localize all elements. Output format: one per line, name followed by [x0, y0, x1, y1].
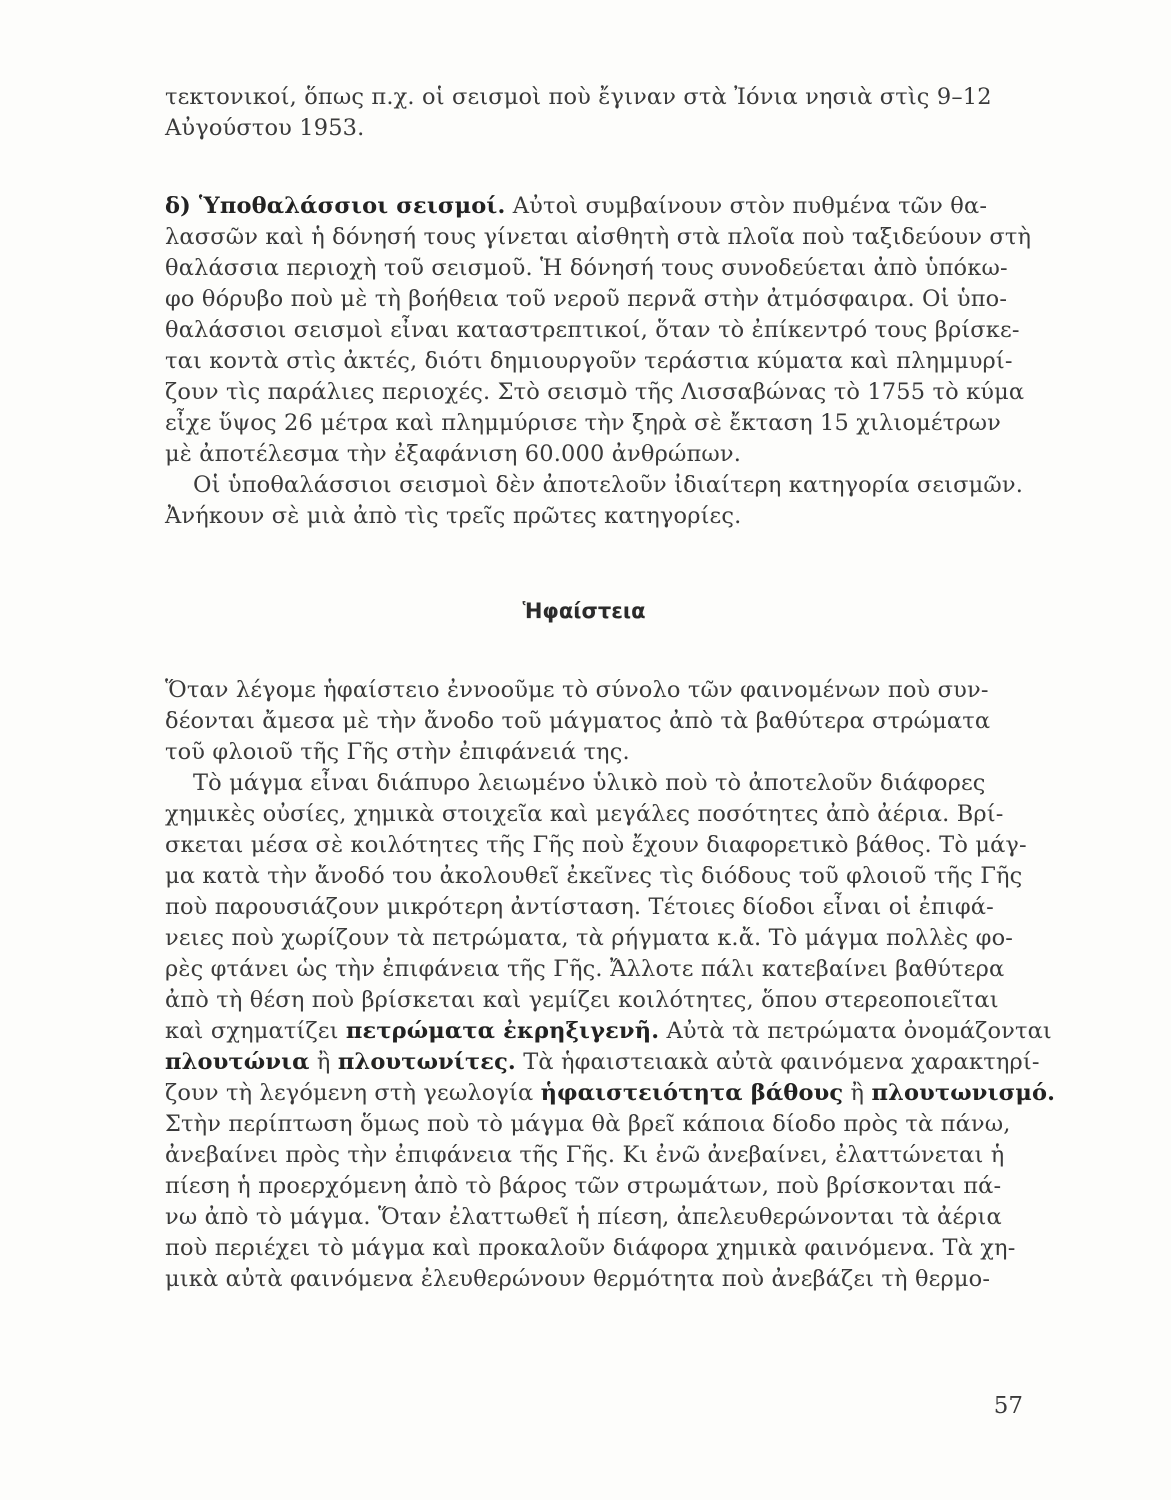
text-line: Στὴν περίπτωση ὅμως ποὺ τὸ μάγμα θὰ βρεῖ κάποια δίοδο πρὸς τὰ πάνω,: [165, 1111, 1011, 1137]
spacer: [165, 144, 1023, 191]
text-span: ἢ: [309, 1049, 338, 1075]
text-span: Τὰ ἡφαιστειακὰ αὐτὰ φαινόμενα χαρακτηρί-: [515, 1049, 1040, 1075]
text-line: Τὸ μάγμα εἶναι διάπυρο λειωμένο ὑλικὸ ποὺ τὸ ἀποτελοῦν διάφορες: [193, 770, 986, 796]
text-line: τοῦ φλοιοῦ τῆς Γῆς στὴν ἐπιφάνειά της.: [165, 739, 630, 765]
text-line: Ὅταν λέγομε ἡφαίστειο ἐννοοῦμε τὸ σύνολο τῶν φαινομένων ποὺ συν-: [165, 677, 989, 703]
bold-term: πλουτώνια: [165, 1049, 310, 1075]
text-span: Αὐτὰ τὰ πετρώματα ὀνομάζονται: [659, 1018, 1052, 1044]
text-span: καὶ σχηματίζει: [165, 1018, 346, 1044]
text-span: Αὐτοὶ συμβαίνουν στὸν πυθμένα τῶν θα-: [505, 193, 988, 219]
spacer: [165, 627, 1023, 675]
text-line: ποὺ περιέχει τὸ μάγμα καὶ προκαλοῦν διάφορα χημικὰ φαινόμενα. Τὰ χη-: [165, 1235, 1016, 1261]
section-heading: Ἡφαίστεια: [522, 599, 646, 623]
text-line: θαλάσσια περιοχὴ τοῦ σεισμοῦ. Ἡ δόνησή τους συνοδεύεται ἀπὸ ὑπόκω-: [165, 255, 1008, 281]
bold-term: ἡφαιστειότητα βάθους: [540, 1080, 844, 1106]
text-line: τεκτονικοί, ὅπως π.χ. οἱ σεισμοὶ ποὺ ἔγιναν στὰ Ἰόνια νησιὰ στὶς 9–12: [165, 84, 992, 110]
text-line: ρὲς φτάνει ὡς τὴν ἐπιφάνεια τῆς Γῆς. Ἄλλοτε πάλι κατεβαίνει βαθύτερα: [165, 956, 1005, 982]
text-line: φο θόρυβο ποὺ μὲ τὴ βοήθεια τοῦ νεροῦ περνᾶ στὴν ἀτμόσφαιρα. Οἱ ὑπο-: [165, 286, 1008, 312]
text-line: [165, 1078, 1056, 1109]
text-line: νειες ποὺ χωρίζουν τὰ πετρώματα, τὰ ρήγματα κ.ἄ. Τὸ μάγμα πολλὲς φο-: [165, 925, 1014, 951]
text-span: ζουν τὴ λεγόμενη στὴ γεωλογία: [165, 1080, 541, 1106]
text-line: Ἀνήκουν σὲ μιὰ ἀπὸ τὶς τρεῖς πρῶτες κατηγορίες.: [165, 503, 742, 529]
text-line: Οἱ ὑποθαλάσσιοι σεισμοὶ δὲν ἀποτελοῦν ἰδιαίτερη κατηγορία σεισμῶν.: [193, 472, 1024, 498]
text-line: λασσῶν καὶ ἡ δόνησή τους γίνεται αἰσθητὴ στὰ πλοῖα ποὺ ταξιδεύουν στὴ: [165, 224, 1032, 250]
bold-term: πλουτωνισμό.: [871, 1080, 1056, 1106]
text-line: θαλάσσιοι σεισμοὶ εἶναι καταστρεπτικοί, ὅταν τὸ ἐπίκεντρό τους βρίσκε-: [165, 317, 1020, 343]
text-line: Αὐγούστου 1953.: [165, 115, 365, 141]
text-line: μὲ ἀποτέλεσμα τὴν ἐξαφάνιση 60.000 ἀνθρώπων.: [165, 441, 742, 467]
page-number: 57: [993, 1393, 1023, 1419]
bold-term: πλουτωνίτες.: [337, 1049, 516, 1075]
text-line: σκεται μέσα σὲ κοιλότητες τῆς Γῆς ποὺ ἔχουν διαφορετικὸ βάθος. Τὸ μάγ-: [165, 832, 1027, 858]
text-line: ἀπὸ τὴ θέση ποὺ βρίσκεται καὶ γεμίζει κοιλότητες, ὅπου στερεοποιεῖται: [165, 987, 999, 1013]
text-line: χημικὲς οὐσίες, χημικὰ στοιχεῖα καὶ μεγάλες ποσότητες ἀπὸ ἀέρια. Βρί-: [165, 801, 1004, 827]
text-line: πίεση ἡ προερχόμενη ἀπὸ τὸ βάρος τῶν στρωμάτων, ποὺ βρίσκονται πά-: [165, 1173, 1002, 1199]
text-line: [165, 1016, 1052, 1047]
text-line: [165, 1047, 1040, 1078]
text-line: μικὰ αὐτὰ φαινόμενα ἐλευθερώνουν θερμότητα ποὺ ἀνεβάζει τὴ θερμο-: [165, 1266, 991, 1292]
text-line: [165, 191, 1023, 222]
text-line: ζουν τὶς παράλιες περιοχές. Στὸ σεισμὸ τῆς Λισσαβώνας τὸ 1755 τὸ κύμα: [165, 379, 1025, 405]
spacer: [165, 532, 1023, 596]
text-line: εἶχε ὕψος 26 μέτρα καὶ πλημμύρισε τὴν ξηρὰ σὲ ἔκταση 15 χιλιομέτρων: [165, 410, 1001, 436]
text-line: ται κοντὰ στὶς ἀκτές, διότι δημιουργοῦν τεράστια κύματα καὶ πλημμυρί-: [165, 348, 1013, 374]
page-body: [165, 82, 1056, 1295]
text-span: ἢ: [843, 1080, 872, 1106]
bold-term: πετρώματα ἐκρηξιγενῆ.: [345, 1018, 660, 1044]
subsection-label: δ) Ὑποθαλάσσιοι σεισμοί.: [165, 193, 506, 219]
text-line: ποὺ παρουσιάζουν μικρότερη ἀντίσταση. Τέτοιες δίοδοι εἶναι οἱ ἐπιφά-: [165, 894, 994, 920]
text-line: νω ἀπὸ τὸ μάγμα. Ὅταν ἐλαττωθεῖ ἡ πίεση, ἀπελευθερώνονται τὰ ἀέρια: [165, 1204, 1002, 1230]
text-line: δέονται ἄμεσα μὲ τὴν ἄνοδο τοῦ μάγματος ἀπὸ τὰ βαθύτερα στρώματα: [165, 708, 991, 734]
text-line: ἀνεβαίνει πρὸς τὴν ἐπιφάνεια τῆς Γῆς. Κι ἐνῶ ἀνεβαίνει, ἐλαττώνεται ἡ: [165, 1142, 1005, 1168]
text-line: μα κατὰ τὴν ἄνοδό του ἀκολουθεῖ ἐκεῖνες τὶς διόδους τοῦ φλοιοῦ τῆς Γῆς: [165, 863, 1023, 889]
